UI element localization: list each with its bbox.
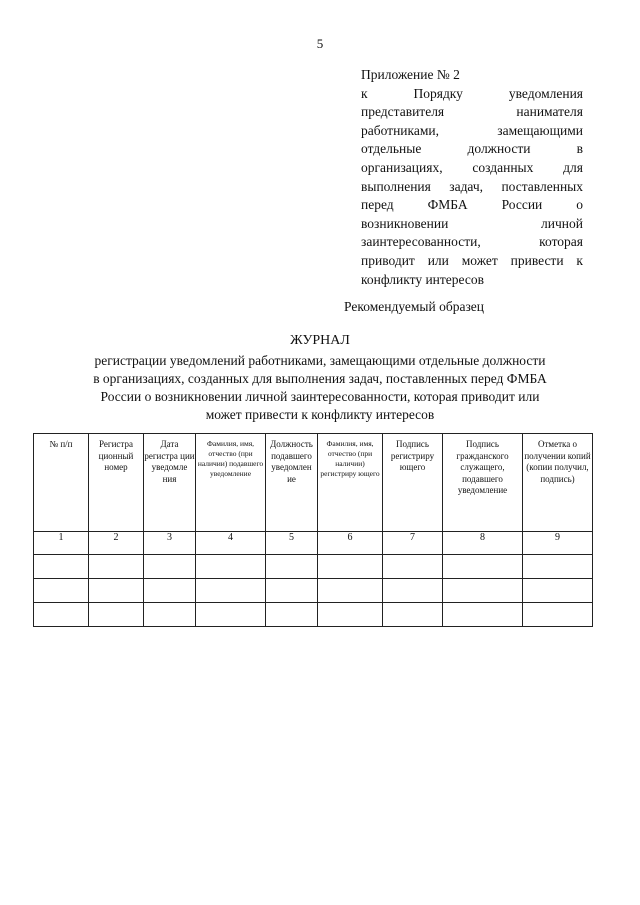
appendix-line: к Порядку уведомления	[361, 85, 583, 101]
sample-label: Рекомендуемый образец	[344, 299, 485, 314]
table-cell	[34, 555, 89, 579]
column-number: 2	[89, 532, 144, 555]
column-number: 7	[383, 532, 443, 555]
column-number-row	[34, 532, 593, 555]
column-header: Фамилия, имя, отчество (при наличии) подавшего уведомление	[196, 434, 266, 532]
column-header: Дата регистра ции уведомле ния	[144, 434, 196, 532]
table-cell	[196, 555, 266, 579]
table-cell	[89, 579, 144, 603]
table-cell	[318, 603, 383, 627]
column-header: Должность подавшего уведомлен ие	[266, 434, 318, 532]
page-number: 5	[316, 36, 324, 51]
table-cell	[34, 603, 89, 627]
appendix-line: отдельные должности в	[361, 141, 583, 157]
column-header: Фамилия, имя, отчество (при наличии) регистриру ющего	[318, 434, 383, 532]
column-header: Регистра ционный номер	[89, 434, 144, 532]
table-cell	[523, 603, 593, 627]
journal-table	[33, 433, 593, 627]
table-cell	[144, 555, 196, 579]
column-number: 8	[443, 532, 523, 555]
column-number: 1	[34, 532, 89, 555]
table-cell	[144, 579, 196, 603]
column-header: Отметка о получении копий (копии получил, подпись)	[523, 434, 593, 532]
table-cell	[383, 555, 443, 579]
table-cell	[89, 555, 144, 579]
table-cell	[266, 603, 318, 627]
column-number: 4	[196, 532, 266, 555]
table-cell	[443, 603, 523, 627]
table-cell	[523, 555, 593, 579]
appendix-block	[361, 66, 583, 289]
appendix-line: приводит или может привести к	[361, 252, 583, 268]
column-number: 6	[318, 532, 383, 555]
journal-title: ЖУРНАЛ	[290, 333, 350, 348]
table-row	[34, 579, 593, 603]
appendix-line: перед ФМБА России о	[361, 197, 583, 213]
appendix-line: представителя нанимателя	[361, 104, 583, 120]
appendix-line: возникновении личной	[361, 215, 583, 231]
appendix-line: конфликту интересов	[361, 271, 484, 287]
table-cell	[266, 579, 318, 603]
table-cell	[196, 579, 266, 603]
table-cell	[523, 579, 593, 603]
appendix-line: организациях, созданных для	[361, 159, 583, 175]
table-cell	[383, 603, 443, 627]
column-number: 3	[144, 532, 196, 555]
column-header: Подпись регистриру ющего	[383, 434, 443, 532]
table-cell	[443, 579, 523, 603]
table-cell	[318, 555, 383, 579]
table-cell	[196, 603, 266, 627]
column-number: 9	[523, 532, 593, 555]
table-row	[34, 603, 593, 627]
table-cell	[266, 555, 318, 579]
table-cell	[318, 579, 383, 603]
table-cell	[443, 555, 523, 579]
appendix-line: работниками, замещающими	[361, 122, 583, 138]
table-cell	[383, 579, 443, 603]
column-header: № п/п	[34, 434, 89, 532]
table-cell	[34, 579, 89, 603]
appendix-line: выполнения задач, поставленных	[361, 178, 583, 194]
header-row	[34, 434, 593, 532]
column-header: Подпись гражданского служащего, подавшего уведомление	[443, 434, 523, 532]
table-cell	[89, 603, 144, 627]
appendix-line: заинтересованности, которая	[361, 234, 583, 250]
table-row	[34, 555, 593, 579]
table-cell	[144, 603, 196, 627]
journal-subtitle: регистрации уведомлений работниками, замещающими отдельные должности в организациях, созданных для выполнения задач, поставленных перед ФМБА России о возникновении личной заинтересованности, которая приводит или может привести к конфликту интересов	[93, 353, 547, 422]
appendix-line: Приложение № 2	[361, 67, 460, 82]
column-number: 5	[266, 532, 318, 555]
